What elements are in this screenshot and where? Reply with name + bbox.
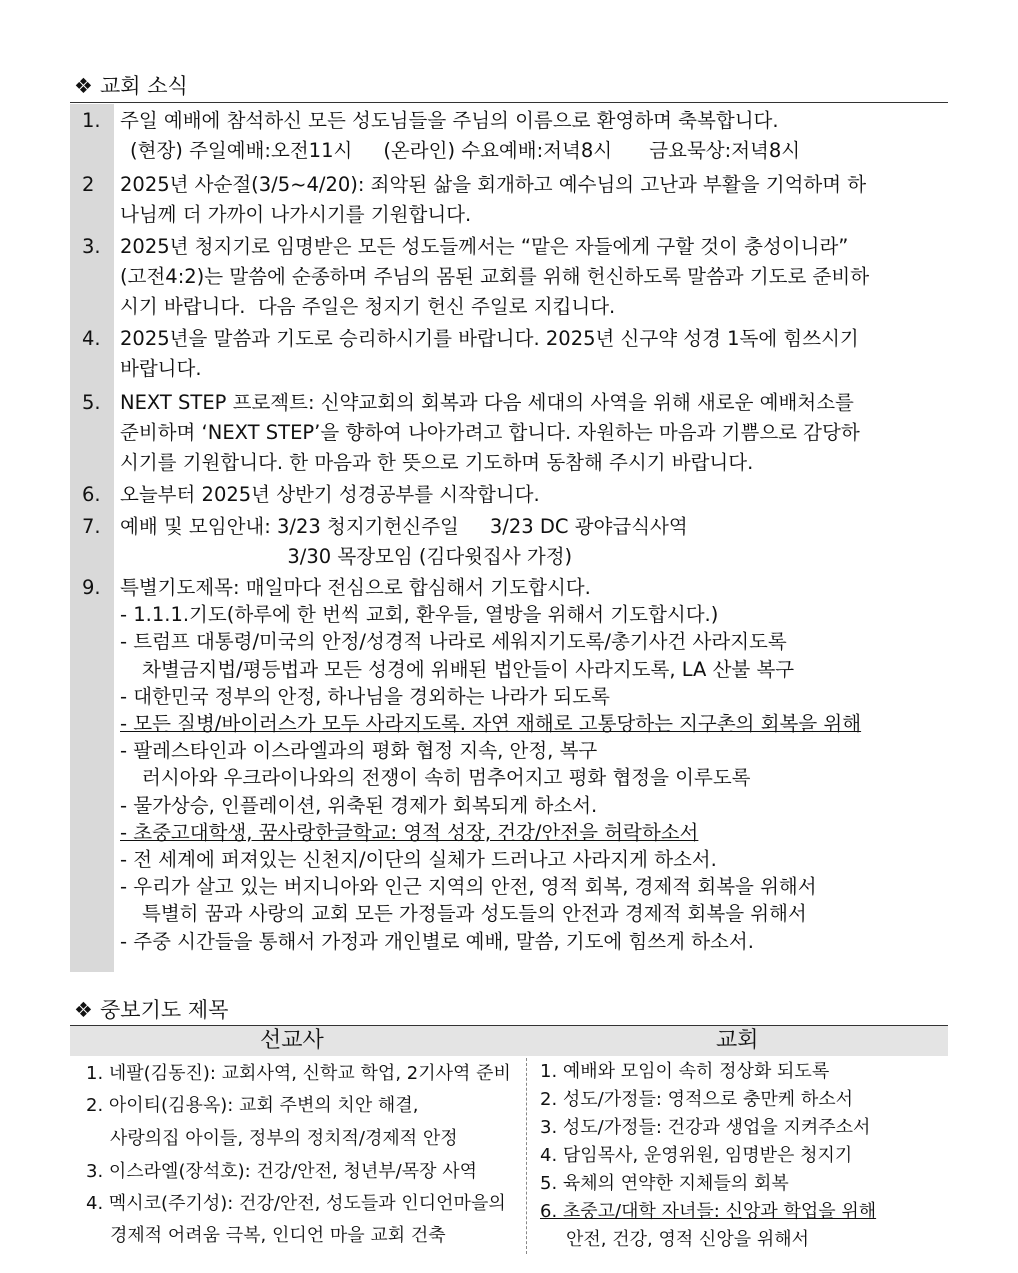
news-title: 교회 소식 [100,74,188,98]
missionary-item: 2. 아이티(김용옥): 교회 주변의 치안 해결, [86,1095,419,1116]
intercession-title: 중보기도 제목 [100,998,229,1022]
item-line: 시기 바랍니다. 다음 주일은 청지기 헌신 주일로 지킵니다. [120,295,616,318]
item-number: 4. [82,327,101,350]
item-number: 3. [82,235,101,258]
news-divider [70,102,948,103]
item-line: 오늘부터 2025년 상반기 성경공부를 시작합니다. [120,483,540,506]
news-item-5 [70,388,948,478]
item-line: (현장) 주일예배:오전11시 (온라인) 수요예배:저녁8시 금요묵상:저녁8시 [130,139,801,162]
item-line: 예배 및 모임안내: 3/23 청지기헌신주일 3/23 DC 광야급식사역 [120,515,688,538]
news-list [70,104,948,955]
prayer-point: - 트럼프 대통령/미국의 안정/성경적 나라로 세워지기도록/총기사건 사라지도록 [120,630,787,654]
item-number: 5. [82,391,101,414]
church-item: 4. 담임목사, 운영위원, 임명받은 청지기 [540,1145,853,1166]
news-item-1 [70,106,948,166]
prayer-point: 러시아와 우크라이나와의 전쟁이 속히 멈추어지고 평화 협정을 이루도록 [142,766,751,790]
church-item: 안전, 건강, 영적 신앙을 위해서 [566,1229,809,1250]
item-line: 바랍니다. [120,357,202,380]
item-number: 1. [82,109,101,132]
item-number: 2 [82,173,95,196]
prayer-point: - 물가상승, 인플레이션, 위축된 경제가 회복되게 하소서. [120,793,598,817]
prayer-point: 차별금지법/평등법과 모든 성경에 위배된 법안들이 사라지도록, LA 산불 복구 [142,657,795,681]
missionary-item: 1. 네팔(김동진): 교회사역, 신학교 학업, 2기사역 준비 [86,1063,511,1084]
news-item-4 [70,324,948,384]
prayer-point: 특별히 꿈과 사랑의 교회 모든 가정들과 성도들의 안전과 경제적 회복을 위해서 [142,902,807,926]
prayer-point: - 초중고대학생, 꿈사랑한글학교: 영적 성장, 건강/안전을 허락하소서 [120,820,699,844]
item-line: NEXT STEP 프로젝트: 신약교회의 회복과 다음 세대의 사역을 위해 새로운 예배처소를 [120,391,854,414]
prayer-point: - 대한민국 정부의 안정, 하나님을 경외하는 나라가 되도록 [120,684,610,708]
prayer-point: - 1.1.1.기도(하루에 한 번씩 교회, 환우들, 열방을 위해서 기도합시다.) [120,603,719,627]
prayer-point: - 모든 질병/바이러스가 모두 사라지도록. 자연 재해로 고통당하는 지구촌의 회복을 위해 [120,712,862,736]
church-item: 2. 성도/가정들: 영적으로 충만케 하소서 [540,1089,854,1110]
intercession-table-header [70,1026,948,1056]
prayer-point: - 우리가 살고 있는 버지니아와 인근 지역의 안전, 영적 회복, 경제적 회복을 위해서 [120,875,817,899]
column-divider [526,1058,527,1254]
news-item-7 [70,512,948,572]
item-line: 2025년 사순절(3/5~4/20): 죄악된 삶을 회개하고 예수님의 고난과 부활을 기억하며 하 [120,173,867,196]
missionary-column-header: 선교사 [260,1028,324,1053]
church-column-header: 교회 [716,1028,759,1053]
item-line: 주일 예배에 참석하신 모든 성도님들을 주님의 이름으로 환영하며 축복합니다. [120,109,779,132]
item-line: 준비하며 ‘NEXT STEP’을 향하여 나아가려고 합니다. 자원하는 마음과 기쁨으로 감당하 [120,421,860,444]
church-item: 1. 예배와 모임이 속히 정상화 되도록 [540,1061,830,1082]
prayer-intro: 특별기도제목: 매일마다 전심으로 합심해서 기도합시다. [120,576,591,599]
missionary-item: 3. 이스라엘(장석호): 건강/안전, 청년부/목장 사역 [86,1161,478,1182]
diamond-bullet-icon: ❖ [74,998,93,1022]
item-line: 2025년을 말씀과 기도로 승리하시기를 바랍니다. 2025년 신구약 성경 1독에 힘쓰시기 [120,327,859,350]
missionary-list [86,1058,521,1252]
item-line: (고전4:2)는 말씀에 순종하며 주님의 몸된 교회를 위해 헌신하도록 말씀과 기도로 준비하 [120,265,870,288]
prayer-point: - 주중 시간들을 통해서 가정과 개인별로 예배, 말씀, 기도에 힘쓰게 하소서. [120,929,754,953]
item-line: 나님께 더 가까이 나가시기를 기원합니다. [120,203,472,226]
news-item-9-prayer [70,574,948,955]
church-item: 5. 육체의 연약한 지체들의 회복 [540,1173,789,1194]
item-line: 3/30 목장모임 (김다윗집사 가정) [120,545,573,568]
church-list [540,1058,948,1254]
news-section-title [74,72,188,100]
news-item-6 [70,480,948,510]
diamond-bullet-icon: ❖ [74,74,93,98]
item-number: 7. [82,515,101,538]
news-item-3 [70,232,948,322]
church-item: 3. 성도/가정들: 건강과 생업을 지켜주소서 [540,1117,871,1138]
news-item-2 [70,170,948,230]
item-line: 시기를 기원합니다. 한 마음과 한 뜻으로 기도하며 동참해 주시기 바랍니다. [120,451,754,474]
item-number: 6. [82,483,101,506]
intercession-section-title [74,996,228,1024]
missionary-item: 사랑의집 아이들, 정부의 정치적/경제적 안정 [110,1128,458,1149]
church-item: 6. 초중고/대학 자녀들: 신앙과 학업을 위해 [540,1201,877,1222]
prayer-point: - 팔레스타인과 이스라엘과의 평화 협정 지속, 안정, 복구 [120,739,598,763]
missionary-item: 4. 멕시코(주기성): 건강/안전, 성도들과 인디언마을의 [86,1193,506,1214]
item-line: 2025년 청지기로 임명받은 모든 성도들께서는 “맡은 자들에게 구할 것이 충성이니라” [120,235,849,258]
item-number: 9. [82,576,101,599]
missionary-item: 경제적 어려움 극복, 인디언 마을 교회 건축 [110,1225,446,1246]
prayer-point: - 전 세계에 퍼져있는 신천지/이단의 실체가 드러나고 사라지게 하소서. [120,848,717,872]
